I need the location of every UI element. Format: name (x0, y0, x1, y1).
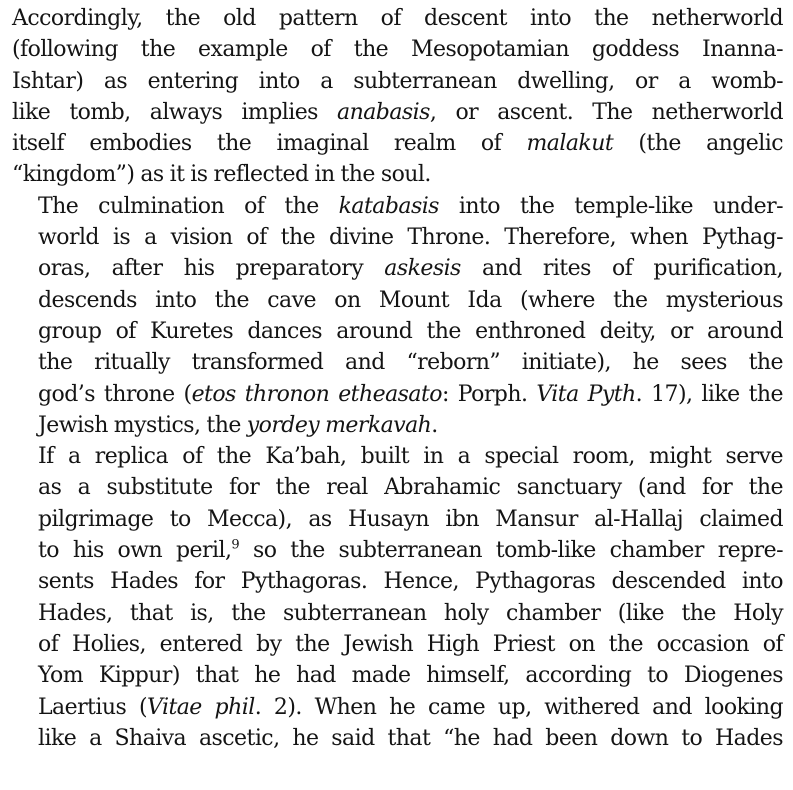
text-line (12, 253, 783, 284)
paragraph (12, 191, 783, 441)
text-run: like a Shaiva ascetic, he said that “he had been down to Hades (38, 725, 783, 751)
text-run: . 2). When he came up, withered and looking (254, 694, 783, 720)
text-run: god’s throne ( (38, 381, 192, 407)
text-run: as a substitute for the real Abrahamic sanctuary (and for the (38, 475, 783, 501)
text-line (12, 316, 783, 347)
italic-term: askesis (384, 256, 461, 282)
text-run: Ishtar) as entering into a subterranean dwelling, or a womb- (12, 68, 783, 94)
text-run: pilgrimage to Mecca), as Husayn ibn Mansur al-Hallaj claimed (38, 506, 783, 532)
text-run: group of Kuretes dances around the enthroned deity, or around (38, 318, 783, 344)
text-run: of Holies, entered by the Jewish High Priest on the occasion of (38, 631, 783, 657)
text-run: the ritually transformed and “reborn” initiate), he sees the (38, 350, 783, 376)
text-line (12, 159, 783, 190)
text-line (12, 222, 783, 253)
text-run: , or ascent. The netherworld (429, 99, 783, 125)
text-run: If a replica of the Ka’bah, built in a special room, might serve (38, 444, 783, 470)
text-run: Accordingly, the old pattern of descent into the netherworld (12, 6, 783, 31)
text-line (12, 629, 783, 660)
text-run: to his own peril, (38, 538, 232, 564)
text-run: Hades, that is, the subterranean holy chamber (like the Holy (38, 600, 783, 626)
text-line (12, 285, 783, 316)
text-run: : Porph. (441, 381, 537, 407)
italic-term: etos thronon etheasato (191, 381, 442, 407)
text-line (12, 66, 783, 97)
italic-term: Vitae phil (147, 694, 255, 720)
italic-term: anabasis (337, 99, 430, 125)
text-run: The culmination of the (38, 193, 339, 219)
footnote-ref: 9 (231, 537, 240, 553)
text-line (12, 191, 783, 222)
text-run: oras, after his preparatory (38, 256, 385, 282)
text-line (12, 598, 783, 629)
text-line (12, 441, 783, 472)
text-line (12, 347, 783, 378)
text-line (12, 504, 783, 535)
text-run: Yom Kippur) that he had made himself, according to Diogenes (38, 663, 783, 689)
text-run: . (431, 412, 438, 438)
text-run: itself embodies the imaginal realm of (12, 131, 527, 157)
text-line (12, 692, 783, 723)
text-line (12, 566, 783, 597)
text-run: “kingdom”) as it is reflected in the soul. (12, 162, 431, 188)
text-run: so the subterranean tomb-like chamber repre- (239, 538, 783, 564)
text-run: world is a vision of the divine Throne. Therefore, when Pythag- (38, 225, 783, 251)
text-line (12, 379, 783, 410)
text-run: Jewish mystics, the (38, 412, 247, 438)
text-run: (the angelic (613, 131, 784, 157)
text-line (12, 128, 783, 159)
text-run: (following the example of the Mesopotamian goddess Inanna- (12, 37, 783, 63)
paragraph (12, 3, 783, 191)
paragraph (12, 441, 783, 754)
italic-term: Vita Pyth (536, 381, 636, 407)
text-body (12, 3, 783, 754)
text-run: Laertius ( (38, 694, 148, 720)
text-line (12, 660, 783, 691)
italic-term: yordey merkavah (246, 412, 432, 438)
text-line (12, 723, 783, 754)
text-run: into the temple-like under- (438, 193, 783, 219)
text-line (12, 97, 783, 128)
text-line (12, 535, 783, 566)
text-run: like tomb, always implies (12, 99, 338, 125)
text-line (12, 3, 783, 34)
text-run: descends into the cave on Mount Ida (where the mysterious (38, 287, 783, 313)
italic-term: malakut (526, 131, 614, 157)
text-run: sents Hades for Pythagoras. Hence, Pythagoras descended into (38, 569, 783, 595)
italic-term: katabasis (338, 193, 439, 219)
text-line (12, 410, 783, 441)
text-run: . 17), like the (635, 381, 783, 407)
text-line (12, 34, 783, 65)
text-line (12, 472, 783, 503)
text-run: and rites of purification, (460, 256, 783, 282)
